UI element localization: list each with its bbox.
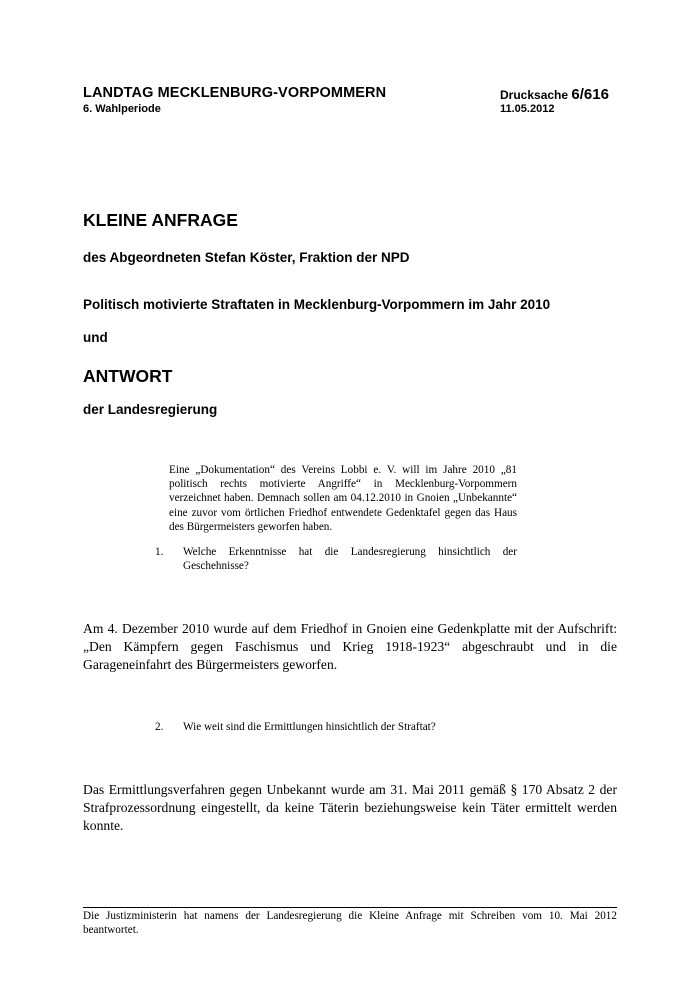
answer-2: Das Ermittlungsverfahren gegen Unbekannt wurde am 31. Mai 2011 gemäß § 170 Absatz 2 der Strafprozessordnung eingestellt, da keine Täterin beziehungsweise kein Täter ermittelt werden konnte.	[83, 782, 617, 833]
footnote-divider	[83, 907, 617, 908]
preamble-text: Eine „Dokumentation“ des Vereins Lobbi e. V. will im Jahre 2010 „81 politisch rechts motivierte Angriffe“ in Mecklenburg-Vorpommern verzeichnet haben. Demnach sollen am 04.12.2010 in Gnoien „Unbekannte“ eine zuvor vom örtlichen Friedhof entwendete Gedenktafel gegen das Haus des Bürgermeisters geworfen haben.	[169, 464, 517, 533]
question-2	[155, 720, 517, 734]
question-text: Welche Erkenntnisse hat die Landesregierung hinsichtlich der Geschehnisse?	[183, 546, 517, 573]
question-text: Wie weit sind die Ermittlungen hinsichtlich der Straftat?	[183, 721, 436, 733]
answer-heading: ANTWORT	[83, 366, 173, 386]
conjunction-und: und	[83, 330, 108, 345]
question-number: 1.	[155, 546, 164, 558]
drucksache-reference	[500, 86, 609, 103]
footnote-text: Die Justizministerin hat namens der Landesregierung die Kleine Anfrage mit Schreiben vom 10. Mai 2012 beantwortet.	[83, 910, 617, 936]
question-1	[155, 545, 517, 573]
election-period: 6. Wahlperiode	[83, 103, 161, 115]
answer-by-line: der Landesregierung	[83, 402, 218, 417]
author-line: des Abgeordneten Stefan Köster, Fraktion der NPD	[83, 250, 410, 265]
drucksache-number: 6/616	[571, 86, 609, 103]
document-kind-heading: KLEINE ANFRAGE	[83, 210, 238, 230]
answer-1: Am 4. Dezember 2010 wurde auf dem Friedhof in Gnoien eine Gedenkplatte mit der Aufschrift: „Den Kämpfern gegen Faschismus und Krieg 1918-1923“ abgeschraubt und in die Garageneinfahrt des Bürgermeisters geworfen.	[83, 621, 617, 672]
drucksache-label: Drucksache	[500, 88, 572, 102]
document-date: 11.05.2012	[500, 103, 555, 115]
parliament-name: LANDTAG MECKLENBURG-VORPOMMERN	[83, 85, 387, 101]
question-number: 2.	[155, 721, 164, 733]
subject-line: Politisch motivierte Straftaten in Mecklenburg-Vorpommern im Jahr 2010	[83, 297, 551, 312]
